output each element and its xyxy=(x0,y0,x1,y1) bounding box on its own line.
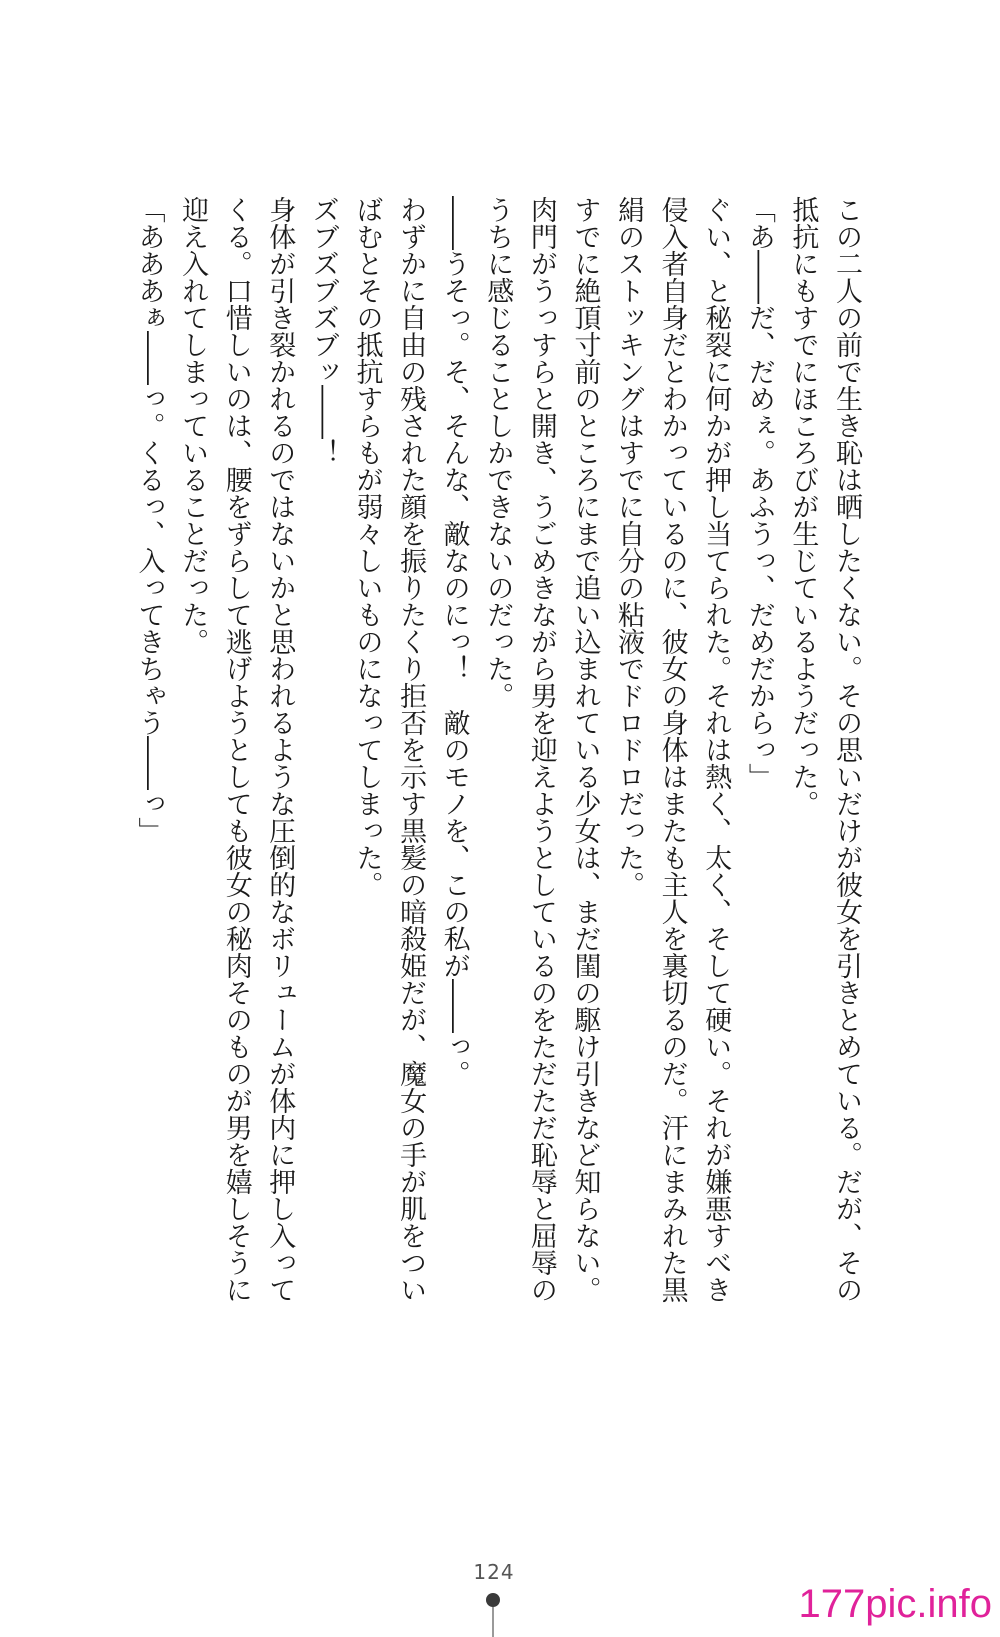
paragraph-5: ――うそっ。そ、そんな、敵なのにっ！ 敵のモノを、この私が――っ。 xyxy=(438,196,470,1087)
page-marker-stem xyxy=(492,1607,494,1637)
paragraph-2: 「あ――だ、だめぇ。あふうっ、だめだからっ」 xyxy=(743,196,775,790)
vertical-text-body xyxy=(128,196,868,1326)
paragraph-6: わずかに自由の残された顔を振りたくり拒否を示す黒髪の暗殺姫だが、魔女の手が肌をついばむとその抵抗すらもが弱々しいものになってしまった。 xyxy=(351,196,427,1303)
paragraph-4: すでに絶頂寸前のところにまで追い込まれている少女は、まだ閨の駆け引きなど知らない。肉門がうっすらと開き、うごめきながら男を迎えようとしているのをただただ恥辱と屈辱のうちに感じることしかできないのだった。 xyxy=(482,196,601,1303)
paragraph-8: 身体が引き裂かれるのではないかと思われるような圧倒的なボリュームが体内に押し入ってくる。口惜しいのは、腰をずらして逃げようとしても彼女の秘肉そのものが男を嬉しそうに迎え入れてしまっていることだった。 xyxy=(177,196,296,1303)
paragraph-7: ズブズブズブッ――！ xyxy=(307,196,339,466)
page-marker-dot-icon xyxy=(486,1593,500,1607)
watermark: 177pic.info xyxy=(798,1582,992,1626)
paragraph-3: ぐい、と秘裂に何かが押し当てられた。それは熱く、太く、そして硬い。それが嫌悪すべき侵入者自身だとわかっているのに、彼女の身体はまたも主人を裏切るのだ。汗にまみれた黒絹のストッキングはすでに自分の粘液でドロドロだった。 xyxy=(613,196,732,1303)
paragraph-1: この二人の前で生き恥は晒したくない。その思いだけが彼女を引きとめている。だが、その抵抗にもすでにほころびが生じているようだった。 xyxy=(787,196,862,1303)
page-number: 124 xyxy=(473,1560,515,1584)
paragraph-9: 「あああぁ――っ。くるっ、入ってきちゃう――っ」 xyxy=(133,196,165,844)
